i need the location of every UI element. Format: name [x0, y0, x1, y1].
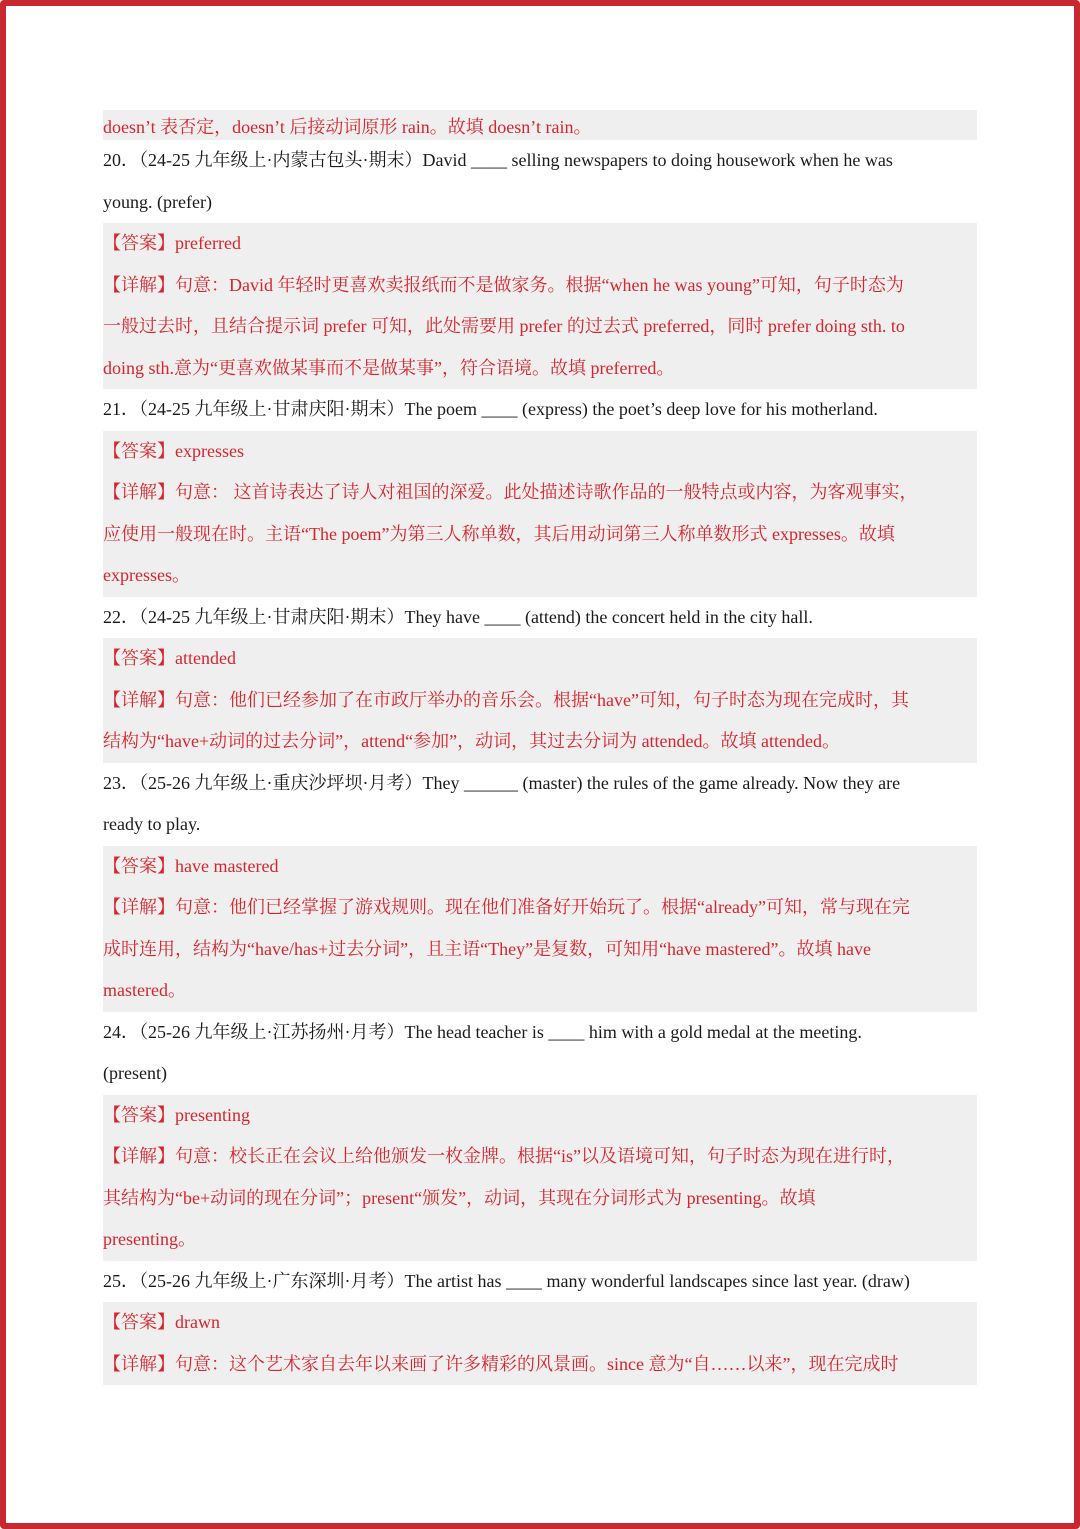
explanation-line: 成时连用，结构为“have/has+过去分词”，且主语“They”是复数，可知用“have mastered”。故填 have	[103, 929, 977, 971]
explanation-line: 【详解】句意：这个艺术家自去年以来画了许多精彩的风景画。since 意为“自……以来”，现在完成时	[103, 1344, 977, 1386]
question-line: 23．（25-26 九年级上·重庆沙坪坝·月考）They ______ (master) the rules of the game already. Now they are	[103, 772, 901, 793]
explanation-line: 【详解】句意：他们已经掌握了游戏规则。现在他们准备好开始玩了。根据“already”可知，常与现在完	[103, 887, 977, 929]
explanation-line: 【详解】句意：校长正在会议上给他颁发一枚金牌。根据“is”以及语境可知，句子时态为现在进行时，	[103, 1136, 977, 1178]
question-line: young. (prefer)	[103, 191, 212, 212]
question-line: 21．（24-25 九年级上·甘肃庆阳·期末）The poem ____ (express) the poet’s deep love for his motherland.	[103, 399, 878, 419]
answer-line: 【答案】expresses	[103, 431, 977, 473]
question-line: 22．（24-25 九年级上·甘肃庆阳·期末）They have ____ (attend) the concert held in the city hall.	[103, 606, 813, 627]
explanation-line: expresses。	[103, 555, 977, 597]
explanation-line: 其结构为“be+动词的现在分词”；present“颁发”，动词，其现在分词形式为 presenting。故填	[103, 1178, 977, 1220]
answer-line: 【答案】attended	[103, 638, 977, 680]
answer-line: 【答案】have mastered	[103, 846, 977, 888]
question-line: 25．（25-26 九年级上·广东深圳·月考）The artist has ____ many wonderful landscapes since last year. (draw)	[103, 1270, 910, 1291]
explanation-line: 【详解】句意：David 年轻时更喜欢卖报纸而不是做家务。根据“when he was young”可知，句子时态为	[103, 265, 977, 307]
answer-line: 【答案】preferred	[103, 223, 977, 265]
question-line: 24．（25-26 九年级上·江苏扬州·月考）The head teacher is ____ him with a gold medal at the meeting.	[103, 1021, 862, 1042]
question-line: (present)	[103, 1063, 167, 1083]
question-line: 20．（24-25 九年级上·内蒙古包头·期末）David ____ selling newspapers to doing housework when he was	[103, 150, 893, 170]
explanation-line: 【详解】句意：他们已经参加了在市政厅举办的音乐会。根据“have”可知，句子时态为现在完成时，其	[103, 680, 977, 722]
explanation-line: 应使用一般现在时。主语“The poem”为第三人称单数，其后用动词第三人称单数形式 expresses。故填	[103, 514, 977, 556]
explanation-line: 结构为“have+动词的过去分词”，attend“参加”，动词，其过去分词为 attended。故填 attended。	[103, 721, 977, 763]
explanation-line: 【详解】句意： 这首诗表达了诗人对祖国的深爱。此处描述诗歌作品的一般特点或内容，为客观事实，	[103, 472, 977, 514]
explanation-line: doing sth.意为“更喜欢做某事而不是做某事”，符合语境。故填 preferred。	[103, 348, 977, 390]
answer-line: doesn’t 表否定，doesn’t 后接动词原形 rain。故填 doesn’t rain。	[103, 110, 977, 140]
explanation-line: 一般过去时，且结合提示词 prefer 可知，此处需要用 prefer 的过去式 preferred，同时 prefer doing sth. to	[103, 306, 977, 348]
document-body	[103, 110, 977, 1385]
answer-line: 【答案】drawn	[103, 1302, 977, 1344]
explanation-line: mastered。	[103, 970, 977, 1012]
answer-line: 【答案】presenting	[103, 1095, 977, 1137]
explanation-line: presenting。	[103, 1219, 977, 1261]
question-line: ready to play.	[103, 814, 201, 834]
